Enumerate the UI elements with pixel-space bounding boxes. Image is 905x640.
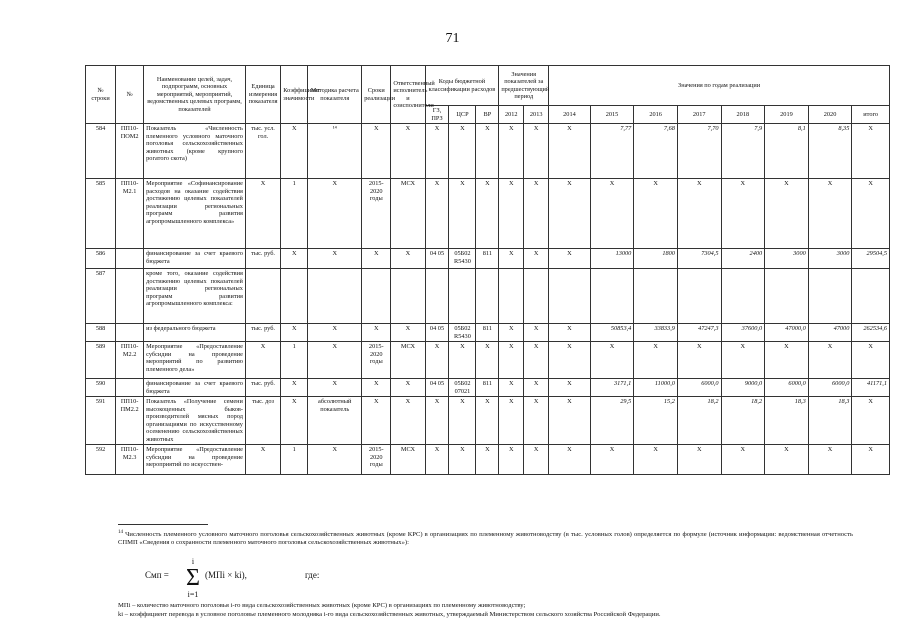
row-year-value: Х (721, 179, 765, 249)
row-2012: Х (499, 249, 524, 269)
row-year-value: Х (721, 445, 765, 475)
row-coef: 1 (281, 342, 308, 379)
header-name: Наименование целей, задач, подпрограмм, основных мероприятий, мероприятий, ведомственных целевых программ, показателей (144, 66, 246, 124)
row-2013: Х (524, 179, 549, 249)
row-csr: Х (449, 342, 476, 379)
row-vr: 811 (476, 249, 499, 269)
row-year-value (549, 269, 591, 324)
row-year-value: 7,9 (721, 124, 765, 179)
row-deadline: Х (362, 324, 391, 342)
row-2012: Х (499, 397, 524, 445)
sum-bottom: i=1 (187, 590, 199, 599)
row-coef (281, 269, 308, 324)
table-row (86, 342, 890, 379)
row-year-value: 8,35 (808, 124, 852, 179)
row-year-value: 29,5 (590, 397, 634, 445)
row-vr: Х (476, 124, 499, 179)
header-prev: Значения показателей за предшествующий период (499, 66, 549, 106)
row-total: 41171,1 (852, 379, 890, 397)
row-code: ПП10-М2.3 (116, 445, 144, 475)
row-year-value: 18,3 (808, 397, 852, 445)
row-year-value: Х (677, 342, 721, 379)
row-total: Х (852, 124, 890, 179)
row-deadline: Х (362, 397, 391, 445)
header-year: 2018 (721, 106, 765, 124)
row-year-value: 3000 (808, 249, 852, 269)
row-csr: 05Б02 R5430 (449, 324, 476, 342)
header-executor: Ответственный исполнитель и соисполнители (391, 66, 425, 124)
row-executor: МСХ (391, 445, 425, 475)
row-deadline: Х (362, 379, 391, 397)
row-name: из федерального бюджета (144, 324, 246, 342)
row-vr: Х (476, 342, 499, 379)
row-year-value: Х (634, 445, 678, 475)
row-code (116, 269, 144, 324)
header-total: итого (852, 106, 890, 124)
row-vr: 811 (476, 379, 499, 397)
row-year-value: 2400 (721, 249, 765, 269)
table-row (86, 249, 890, 269)
header-year: 2019 (765, 106, 809, 124)
row-method (308, 269, 362, 324)
row-method: Х (308, 324, 362, 342)
row-year-value: Х (634, 179, 678, 249)
row-gz: Х (425, 445, 449, 475)
row-year-value: 47000 (808, 324, 852, 342)
footnote-body: Численность племенного условного маточного поголовья сельскохозяйственных животных (кроме КРС) в организациях по племенному животноводству (в тыс. условных голов) определяется по формуле (источник информации: ведомственная отчетность СПМП «Сведения о сохранности племенного маточного поголовья сельскохозяйственных животных»): (118, 531, 853, 547)
row-year-value: Х (765, 342, 809, 379)
row-number: 591 (86, 397, 116, 445)
row-unit (245, 269, 280, 324)
row-executor: МСХ (391, 179, 425, 249)
row-year-value: 3171,1 (590, 379, 634, 397)
row-year-value: Х (808, 342, 852, 379)
header-unit: Единица измерения показателя (245, 66, 280, 124)
row-2012: Х (499, 379, 524, 397)
row-csr: 05Б02 R5430 (449, 249, 476, 269)
row-2012: Х (499, 342, 524, 379)
header-year: 2020 (808, 106, 852, 124)
row-gz: Х (425, 124, 449, 179)
row-year-value: 7,77 (590, 124, 634, 179)
row-coef: Х (281, 379, 308, 397)
row-deadline: 2015-2020 годы (362, 342, 391, 379)
row-year-value: 37600,0 (721, 324, 765, 342)
header-row-no: № строки (86, 66, 116, 124)
row-year-value: Х (590, 179, 634, 249)
header-year: 2014 (549, 106, 591, 124)
formula-lhs: Смп = (145, 570, 169, 580)
row-2012 (499, 269, 524, 324)
table-row (86, 379, 890, 397)
header-2012: 2012 (499, 106, 524, 124)
header-gz: ГЗ, ПРЗ (425, 106, 449, 124)
row-code: ПП10-М2.2 (116, 342, 144, 379)
row-name: кроме того, оказание содействия достижению целевых показателей реализации региональных программ развития агропромышленного комплекса: (144, 269, 246, 324)
row-year-value (765, 269, 809, 324)
row-method: абсолютный показатель (308, 397, 362, 445)
page-number: 71 (445, 31, 460, 46)
row-number: 587 (86, 269, 116, 324)
row-code (116, 249, 144, 269)
table-row (86, 179, 890, 249)
formula-where: где: (305, 570, 320, 580)
row-code: ПП10-М2.1 (116, 179, 144, 249)
row-2013: Х (524, 324, 549, 342)
header-codes: Коды бюджетной классификации расходов (425, 66, 499, 106)
row-deadline: Х (362, 124, 391, 179)
row-2013: Х (524, 379, 549, 397)
row-number: 584 (86, 124, 116, 179)
row-number: 590 (86, 379, 116, 397)
row-year-value: 1800 (634, 249, 678, 269)
row-gz: Х (425, 397, 449, 445)
row-year-value: Х (765, 445, 809, 475)
row-year-value: Х (549, 179, 591, 249)
table-row (86, 124, 890, 179)
row-code (116, 379, 144, 397)
row-year-value: 7,68 (634, 124, 678, 179)
row-total: Х (852, 342, 890, 379)
row-year-value: 6000,0 (677, 379, 721, 397)
row-unit: Х (245, 445, 280, 475)
header-year: 2016 (634, 106, 678, 124)
row-method: ¹⁴ (308, 124, 362, 179)
table-row (86, 269, 890, 324)
header-year: 2017 (677, 106, 721, 124)
row-year-value: Х (549, 445, 591, 475)
row-total: Х (852, 179, 890, 249)
definition-ki: ki – коэффициент перевода в условное поголовье племенного молодняка i-го вида сельскохозяйственных животных, утверждаемый Министерством сельского хозяйства Российской Федерации. (118, 610, 661, 618)
row-2013 (524, 269, 549, 324)
row-name: финансирование за счет краевого бюджета (144, 249, 246, 269)
table-row (86, 324, 890, 342)
row-number: 592 (86, 445, 116, 475)
footnote-mark: 14 (118, 530, 123, 535)
row-csr: Х (449, 179, 476, 249)
footnote-text (118, 529, 853, 548)
row-gz: 04 05 (425, 249, 449, 269)
row-year-value: Х (549, 397, 591, 445)
sum-top: i (191, 557, 195, 566)
row-deadline: 2015-2020 годы (362, 179, 391, 249)
row-vr: 811 (476, 324, 499, 342)
row-year-value (590, 269, 634, 324)
row-year-value: 18,2 (721, 397, 765, 445)
row-year-value: Х (721, 342, 765, 379)
row-number: 589 (86, 342, 116, 379)
row-gz: 04 05 (425, 324, 449, 342)
row-csr (449, 269, 476, 324)
row-number: 588 (86, 324, 116, 342)
row-year-value: 3000 (765, 249, 809, 269)
row-method: Х (308, 249, 362, 269)
row-year-value: 9000,0 (721, 379, 765, 397)
row-method: Х (308, 445, 362, 475)
row-year-value: 15,2 (634, 397, 678, 445)
row-csr: Х (449, 397, 476, 445)
row-name: Мероприятие «Предоставление субсидии на проведение мероприятий по развитию племенного дела» (144, 342, 246, 379)
row-2012: Х (499, 445, 524, 475)
row-executor: Х (391, 124, 425, 179)
row-2012: Х (499, 124, 524, 179)
row-code: ПП10-ПОМ2 (116, 124, 144, 179)
row-year-value: 18,3 (765, 397, 809, 445)
row-coef: Х (281, 124, 308, 179)
row-year-value: 6000,0 (808, 379, 852, 397)
row-unit: тыс. руб. (245, 379, 280, 397)
row-2013: Х (524, 249, 549, 269)
formula (145, 557, 445, 607)
row-year-value: 13000 (590, 249, 634, 269)
row-coef: Х (281, 324, 308, 342)
row-vr (476, 269, 499, 324)
row-name: Мероприятие «Софинансирование расходов на оказание содействия достижению целевых показателей реализации региональных программ развития агропромышленного комплекса» (144, 179, 246, 249)
row-year-value: Х (808, 445, 852, 475)
header-deadline: Сроки реализации (362, 66, 391, 124)
row-coef: Х (281, 397, 308, 445)
row-year-value: Х (634, 342, 678, 379)
row-year-value: Х (549, 249, 591, 269)
header-2013: 2013 (524, 106, 549, 124)
row-total: Х (852, 397, 890, 445)
row-year-value: Х (549, 124, 591, 179)
row-year-value: 47247,3 (677, 324, 721, 342)
row-year-value: 8,1 (765, 124, 809, 179)
row-number: 585 (86, 179, 116, 249)
formula-rhs: (МПi × ki), (205, 570, 247, 580)
table-row (86, 445, 890, 475)
row-gz (425, 269, 449, 324)
row-total (852, 269, 890, 324)
row-year-value: Х (549, 342, 591, 379)
row-year-value: Х (549, 324, 591, 342)
row-year-value: Х (549, 379, 591, 397)
row-2012: Х (499, 324, 524, 342)
row-code (116, 324, 144, 342)
row-2013: Х (524, 342, 549, 379)
row-2013: Х (524, 445, 549, 475)
row-year-value: Х (677, 445, 721, 475)
row-year-value: Х (590, 445, 634, 475)
row-executor: Х (391, 397, 425, 445)
row-deadline: Х (362, 249, 391, 269)
table-row (86, 397, 890, 445)
program-table (85, 65, 890, 475)
row-number: 586 (86, 249, 116, 269)
row-deadline (362, 269, 391, 324)
row-coef: Х (281, 249, 308, 269)
row-2013: Х (524, 397, 549, 445)
row-csr: Х (449, 445, 476, 475)
header-years-group: Значения по годам реализации (549, 66, 890, 106)
row-method: Х (308, 379, 362, 397)
row-year-value (677, 269, 721, 324)
row-executor: Х (391, 324, 425, 342)
row-method: Х (308, 179, 362, 249)
row-2012: Х (499, 179, 524, 249)
row-unit: тыс. руб. (245, 324, 280, 342)
sum-sign: i Σ i=1 (186, 557, 200, 599)
header-year: 2015 (590, 106, 634, 124)
row-unit: Х (245, 342, 280, 379)
footnote-divider (118, 524, 208, 525)
row-total: 29504,5 (852, 249, 890, 269)
row-year-value: Х (677, 179, 721, 249)
row-coef: 1 (281, 179, 308, 249)
row-executor: МСХ (391, 342, 425, 379)
row-code: ПП10-ПМ2.2 (116, 397, 144, 445)
row-unit: тыс. руб. (245, 249, 280, 269)
row-year-value (634, 269, 678, 324)
row-vr: Х (476, 179, 499, 249)
row-year-value: Х (765, 179, 809, 249)
row-year-value: 18,2 (677, 397, 721, 445)
header-coef: Коэффициент значимости (281, 66, 308, 124)
row-executor (391, 269, 425, 324)
row-total: 262534,6 (852, 324, 890, 342)
row-unit: тыс. усл. гол. (245, 124, 280, 179)
row-vr: Х (476, 397, 499, 445)
formula-definitions (118, 602, 863, 619)
row-year-value (721, 269, 765, 324)
row-year-value: 11000,0 (634, 379, 678, 397)
row-coef: 1 (281, 445, 308, 475)
row-year-value: 6000,0 (765, 379, 809, 397)
row-executor: Х (391, 249, 425, 269)
header-csr: ЦСР (449, 106, 476, 124)
row-deadline: 2015-2020 годы (362, 445, 391, 475)
header-vr: ВР (476, 106, 499, 124)
row-total: Х (852, 445, 890, 475)
row-csr: Х (449, 124, 476, 179)
row-year-value: 47000,0 (765, 324, 809, 342)
row-year-value: 7,70 (677, 124, 721, 179)
row-year-value (808, 269, 852, 324)
row-gz: Х (425, 179, 449, 249)
row-2013: Х (524, 124, 549, 179)
row-csr: 05Б02 07021 (449, 379, 476, 397)
row-year-value: 50853,4 (590, 324, 634, 342)
row-year-value: 7304,5 (677, 249, 721, 269)
row-executor: Х (391, 379, 425, 397)
row-method: Х (308, 342, 362, 379)
row-year-value: Х (808, 179, 852, 249)
row-name: Показатель «Численность племенного условного маточного поголовья сельскохозяйственных животных (кроме крупного рогатого скота) (144, 124, 246, 179)
row-unit: Х (245, 179, 280, 249)
row-name: Мероприятие «Предоставление субсидии на проведение мероприятий по искусствен- (144, 445, 246, 475)
header-method: Методика расчета показателя (308, 66, 362, 124)
header-num: № (116, 66, 144, 124)
row-year-value: Х (590, 342, 634, 379)
definition-mpi: МПi – количество маточного поголовья i-го вида сельскохозяйственных животных (кроме КРС) в организациях по племенному животноводству; (118, 602, 526, 609)
row-unit: тыс. доз (245, 397, 280, 445)
row-year-value: 33833,9 (634, 324, 678, 342)
row-name: финансирование за счет краевого бюджета (144, 379, 246, 397)
row-vr: Х (476, 445, 499, 475)
row-name: Показатель «Получение семени высокоценных быков-производителей мясных пород организациями по искусственному осеменению сельскохозяйственных животных (144, 397, 246, 445)
row-gz: 04 05 (425, 379, 449, 397)
row-gz: Х (425, 342, 449, 379)
